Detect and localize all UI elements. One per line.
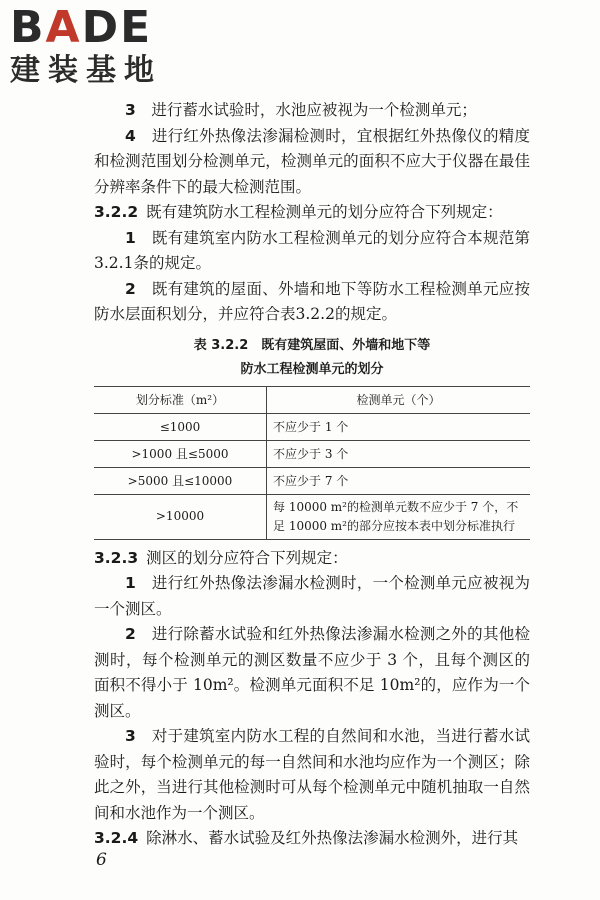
table-caption-line2: 防水工程检测单元的划分: [240, 361, 384, 377]
table-row: [94, 494, 530, 539]
table-cell: >1000 且≤5000: [94, 440, 267, 467]
page-number: 6: [96, 850, 107, 870]
section-3-2-4-heading: 3.2.4 除淋水、蓄水试验及红外热像法渗漏水检测外，进行其: [94, 829, 519, 847]
table-cell: >5000 且≤10000: [94, 467, 267, 494]
logo-subtitle: 建装基地: [10, 53, 162, 88]
clause-3-2-3-1: 1 进行红外热像法渗漏水检测时，一个检测单元应被视为一个测区。: [94, 574, 530, 618]
table-header-units: 检测单元（个）: [267, 386, 531, 413]
table-cell: 不应少于 3 个: [267, 440, 531, 467]
table-row: [94, 440, 530, 467]
table-header-row: [94, 386, 530, 413]
table-cell: >10000: [94, 494, 267, 539]
logo-letter-b: B: [10, 2, 46, 53]
clause-3-2-1-4: 4 进行红外热像法渗漏检测时，宜根据红外热像仪的精度和检测范围划分检测单元，检测单元的面积不应大于仪器在最佳分辨率条件下的最大检测范围。: [94, 126, 530, 196]
clause-3-2-2-1: 1 既有建筑室内防水工程检测单元的划分应符合本规范第3.2.1条的规定。: [94, 228, 530, 272]
table-header-criteria: 划分标准（m²）: [94, 386, 267, 413]
table-cell: 不应少于 1 个: [267, 413, 531, 440]
table-row: [94, 413, 530, 440]
clause-3-2-3-3: 3 对于建筑室内防水工程的自然间和水池，当进行蓄水试验时，每个检测单元的每一自然间和水池均应作为一个测区；除此之外，当进行其他检测时可从每个检测单元中随机抽取一自然间和水池作为一个测区。: [94, 727, 530, 822]
logo-letters-de: DE: [81, 2, 153, 53]
inspection-unit-table: [94, 386, 530, 540]
clause-3-2-2-2: 2 既有建筑的屋面、外墙和地下等防水工程检测单元应按防水层面积划分，并应符合表3.2.2的规定。: [94, 279, 530, 323]
bade-logo: [10, 4, 180, 88]
table-cell: 每 10000 m²的检测单元数不应少于 7 个，不足 10000 m²的部分应按本表中划分标准执行: [267, 494, 531, 539]
document-body: [94, 98, 530, 852]
table-cell: ≤1000: [94, 413, 267, 440]
clause-3-2-1-3: 3 进行蓄水试验时，水池应被视为一个检测单元；: [125, 101, 477, 119]
section-3-2-2-heading: 3.2.2 既有建筑防水工程检测单元的划分应符合下列规定：: [94, 203, 503, 221]
table-caption-line1: 表 3.2.2 既有建筑屋面、外墙和地下等: [193, 337, 431, 353]
logo-wordmark: [10, 4, 180, 52]
clause-3-2-3-2: 2 进行除蓄水试验和红外热像法渗漏水检测之外的其他检测时，每个检测单元的测区数量不应少于 3 个，且每个测区的面积不得小于 10m²。检测单元面积不足 10m²的，应作为一个测区。: [94, 625, 530, 720]
table-row: [94, 467, 530, 494]
table-cell: 不应少于 7 个: [267, 467, 531, 494]
logo-letter-a: A: [45, 2, 82, 53]
section-3-2-3-heading: 3.2.3 测区的划分应符合下列规定：: [94, 548, 348, 567]
